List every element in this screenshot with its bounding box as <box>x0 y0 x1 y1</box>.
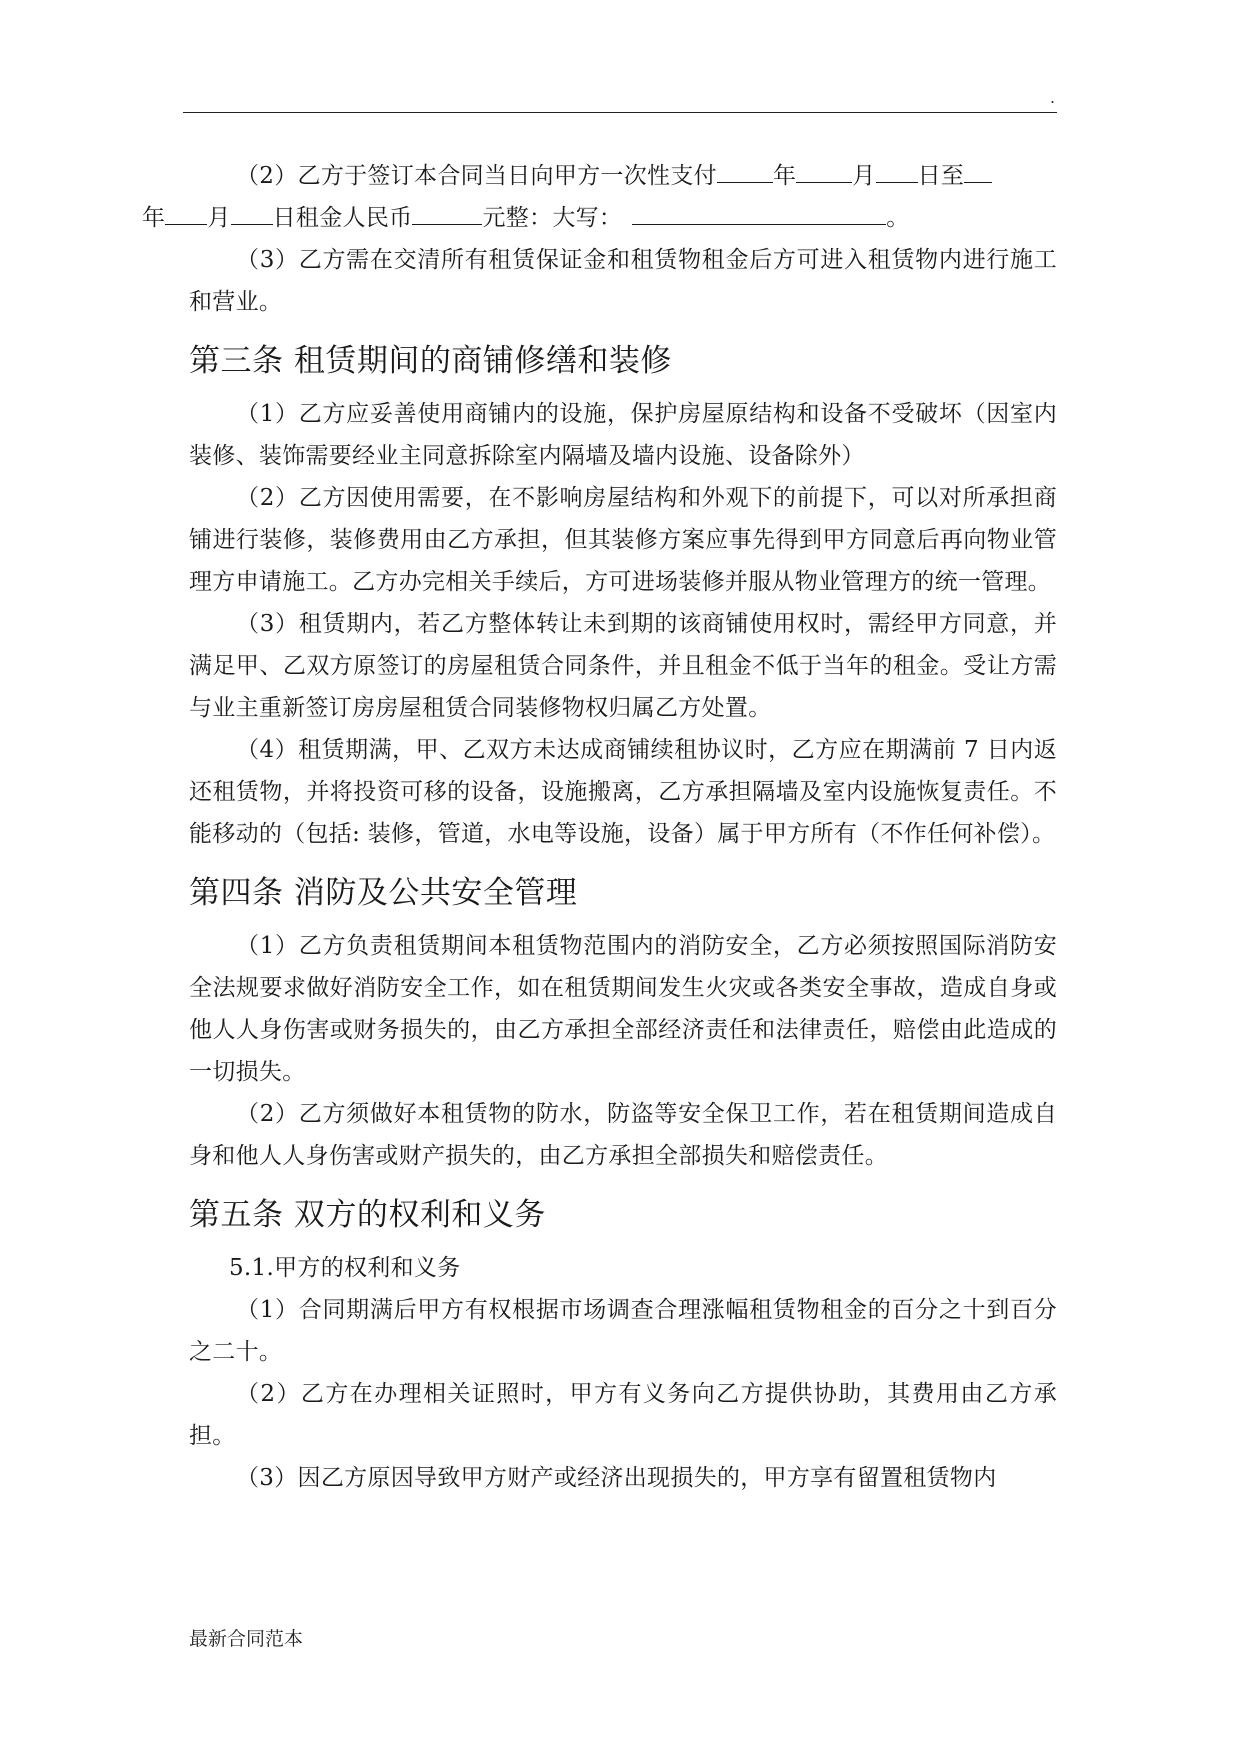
label-year-2: 年 <box>142 205 166 231</box>
document-body <box>142 155 1057 1499</box>
blank-start-year <box>717 158 773 183</box>
blank-rent-amount <box>412 200 482 225</box>
label-month: 月 <box>852 163 876 189</box>
label-year: 年 <box>772 163 797 189</box>
article-3-p1: （1）乙方应妥善使用商铺内的设施，保护房屋原结构和设备不受破坏（因室内装修、装饰需要经业主同意拆除室内隔墙及墙内设施、设备除外） <box>189 401 1057 469</box>
label-period: 。 <box>886 205 910 231</box>
article-3-p2: （2）乙方因使用需要，在不影响房屋结构和外观下的前提下，可以对所承担商铺进行装修，装修费用由乙方承担，但其装修方案应事先得到甲方同意后再向物业管理方申请施工。乙方办完相关手续后，方可进场装修并服从物业管理方的统一管理。 <box>189 485 1057 595</box>
article-5-subsection: 5.1.甲方的权利和义务 <box>229 1255 461 1281</box>
article-4-p2: （2）乙方须做好本租赁物的防水，防盗等安全保卫工作，若在租赁期间造成自身和他人人身伤害或财产损失的，由乙方承担全部损失和赔偿责任。 <box>189 1101 1057 1169</box>
rent-payment-paragraph <box>142 155 1057 239</box>
article-3-title: 第三条 租赁期间的商铺修缮和装修 <box>189 343 672 379</box>
footer-text: 最新合同范本 <box>189 1628 304 1650</box>
rent-payment-text: （2）乙方于签订本合同当日向甲方一次性支付 <box>236 163 717 189</box>
blank-end-month <box>165 200 207 225</box>
blank-capital-amount <box>632 200 886 225</box>
label-month-2: 月 <box>207 205 231 231</box>
header-rule <box>183 112 1057 113</box>
article-5-p3: （3）因乙方原因导致甲方财产或经济出现损失的，甲方享有留置租赁物内 <box>236 1465 997 1491</box>
blank-start-day <box>876 158 918 183</box>
blank-end-day <box>231 200 273 225</box>
article-4-p1: （1）乙方负责租赁期间本租赁物范围内的消防安全，乙方必须按照国际消防安全法规要求做好消防安全工作，如在租赁期间发生火灾或各类安全事故，造成自身或他人人身伤害或财务损失的，由乙方承担全部经济责任和法律责任，赔偿由此造成的一切损失。 <box>189 933 1057 1085</box>
rent-condition-paragraph: （3）乙方需在交清所有租赁保证金和租赁物租金后方可进入租赁物内进行施工和营业。 <box>189 247 1057 315</box>
article-3-p4: （4）租赁期满，甲、乙双方未达成商铺续租协议时，乙方应在期满前 7 日内返还租赁物，并将投资可移的设备，设施搬离，乙方承担隔墙及室内设施恢复责任。不能移动的（包括: 装修，管道，水电等设施，设备）属于甲方所有（不作任何补偿）。 <box>189 737 1057 847</box>
article-5-title: 第五条 双方的权利和义务 <box>189 1197 546 1233</box>
article-5-p2: （2）乙方在办理相关证照时，甲方有义务向乙方提供协助，其费用由乙方承担。 <box>189 1381 1057 1449</box>
label-yuan-capital: 元整：大写： <box>482 205 623 231</box>
label-day-to: 日至 <box>917 163 965 189</box>
article-4-title: 第四条 消防及公共安全管理 <box>189 875 578 911</box>
article-3-p3: （3）租赁期内，若乙方整体转让未到期的该商铺使用权时，需经甲方同意，并满足甲、乙双方原签订的房屋租赁合同条件，并且租金不低于当年的租金。受让方需与业主重新签订房房屋租赁合同装修物权归属乙方处置。 <box>189 611 1057 721</box>
blank-end-year-a <box>964 158 992 183</box>
header-mark: . <box>1050 87 1056 107</box>
article-5-p1: （1）合同期满后甲方有权根据市场调查合理涨幅租赁物租金的百分之十到百分之二十。 <box>189 1297 1057 1365</box>
label-rent-rmb: 日租金人民币 <box>272 205 413 231</box>
blank-start-month <box>796 158 852 183</box>
